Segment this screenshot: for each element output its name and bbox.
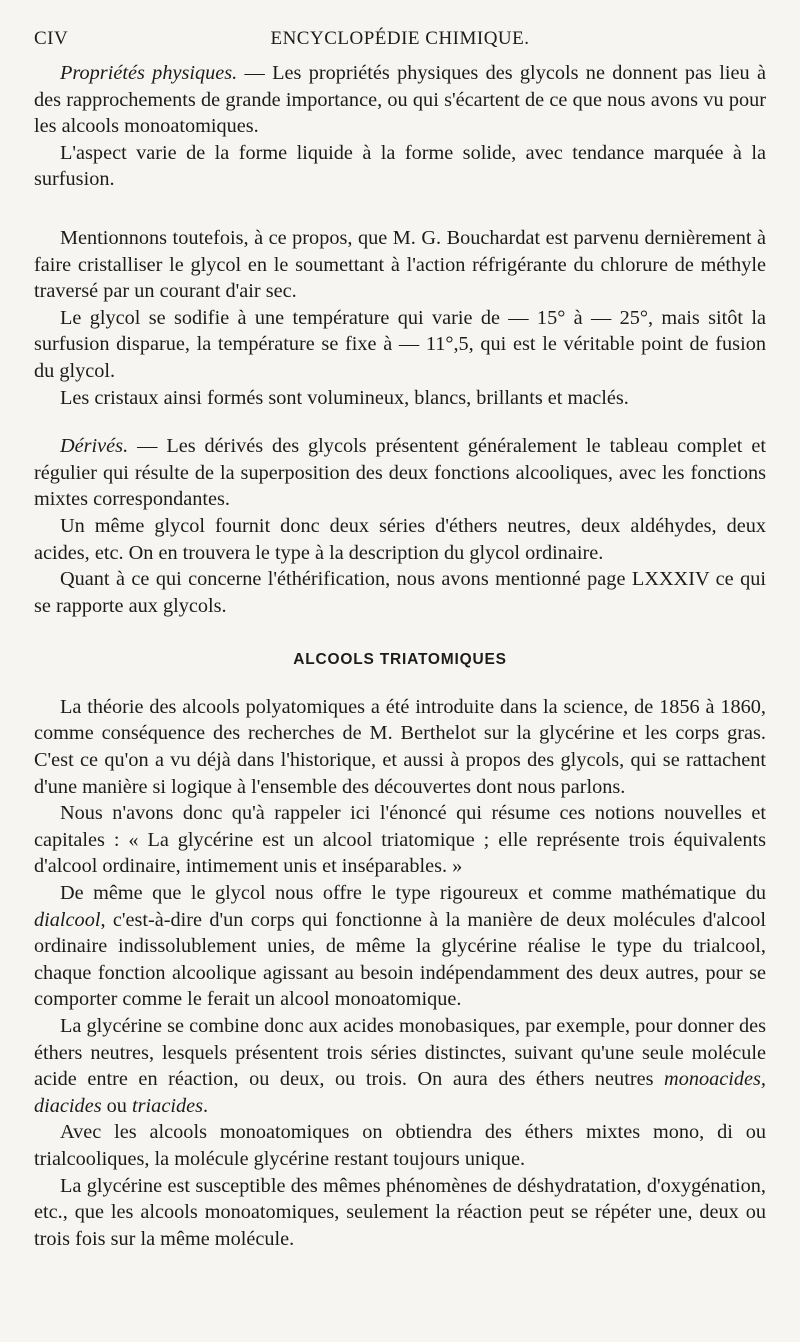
running-title: ENCYCLOPÉDIE CHIMIQUE. [270, 28, 530, 49]
paragraph: Les cristaux ainsi formés sont volumineux, blancs, brillants et maclés. [60, 386, 629, 409]
paragraph: L'aspect varie de la forme liquide à la forme solide, avec tendance marquée à la surfusion. [34, 141, 766, 191]
paragraph: Avec les alcools monoatomiques on obtiendra des éthers mixtes mono, di ou trialcooliques, la molécule glycérine restant toujours unique. [34, 1121, 766, 1170]
paragraph: Mentionnons toutefois, à ce propos, que M. G. Bouchardat est parvenu dernièrement à faire cristalliser le glycol en le soumettant à l'action réfrigérante du chlorure de méthyle traversé par un courant d'air sec. [34, 226, 766, 303]
italic-term: dialcool [34, 908, 101, 931]
paragraph: Quant à ce qui concerne l'éthérification, nous avons mentionné page LXXXIV ce qui se rapporte aux glycols. [34, 568, 766, 617]
page-header [34, 28, 766, 50]
paragraph: Un même glycol fournit donc deux séries d'éthers neutres, deux aldéhydes, deux acides, etc. On en trouvera le type à la description du glycol ordinaire. [34, 514, 766, 564]
paragraph-proprietes-physiques: Propriétés physiques. — Les propriétés physiques des glycols ne donnent pas lieu à des rapprochements de grande importance, ou qui s'écartent de ce que nous avons vu pour les alcools monoatomiques. [34, 62, 766, 138]
paragraph: Le glycol se sodifie à une température qui varie de — 15° à — 25°, mais sitôt la surfusion disparue, la température se fixe à — 11°,5, qui est le véritable point de fusion du glycol. [34, 306, 766, 382]
paragraph: La théorie des alcools polyatomiques a été introduite dans la science, de 1856 à 1860, comme conséquence des recherches de M. Berthelot sur la glycérine et les corps gras. C'est ce qu'on a vu déjà dans l'historique, et aussi à propos des glycols, qui se rattachent d'une manière si logique à l'ensemble des découvertes dont nous parlons. [34, 695, 766, 798]
page-body [34, 60, 766, 1252]
paragraph: Nous n'avons donc qu'à rappeler ici l'énoncé qui résume ces notions nouvelles et capitales : « La glycérine est un alcool triatomique ; elle représente trois équivalents d'alcool ordinaire, intimement unis et inséparables. » [34, 802, 766, 878]
page-number: CIV [34, 28, 69, 49]
paragraph-derives: Dérivés. — Les dérivés des glycols présentent généralement le tableau complet et régulier qui résulte de la superposition des deux fonctions alcooliques, avec les fonctions mixtes correspondantes. [34, 435, 766, 511]
italic-term: triacides [132, 1094, 203, 1117]
paragraph: De même que le glycol nous offre le type rigoureux et comme mathématique du dialcool, c'est-à-dire d'un corps qui fonctionne à la manière de deux molécules d'alcool ordinaire indissolublement unies, de même la glycérine réalise le type du trialcool, chaque fonction alcoolique agissant au besoin indépendamment des deux autres, pour se comporter comme le ferait un alcool monoatomique. [34, 882, 766, 1011]
section-title: ALCOOLS TRIATOMIQUES [293, 651, 507, 669]
paragraph-lead: Dérivés. [60, 435, 129, 458]
paragraph-lead: Propriétés physiques. [60, 62, 238, 84]
italic-term: monoacides, diacides [34, 1068, 766, 1117]
paragraph: La glycérine est susceptible des mêmes phénomènes de déshydratation, d'oxygénation, etc., que les alcools monoatomiques, seulement la réaction peut se répéter une, deux ou trois fois sur la même molécule. [34, 1174, 766, 1250]
paragraph: La glycérine se combine donc aux acides monobasiques, par exemple, pour donner des éthers neutres, lesquels présentent trois séries distinctes, suivant qu'une seule molécule acide entre en réaction, ou deux, ou trois. On aura des éthers neutres monoacides, diacides ou triacides. [34, 1015, 766, 1117]
